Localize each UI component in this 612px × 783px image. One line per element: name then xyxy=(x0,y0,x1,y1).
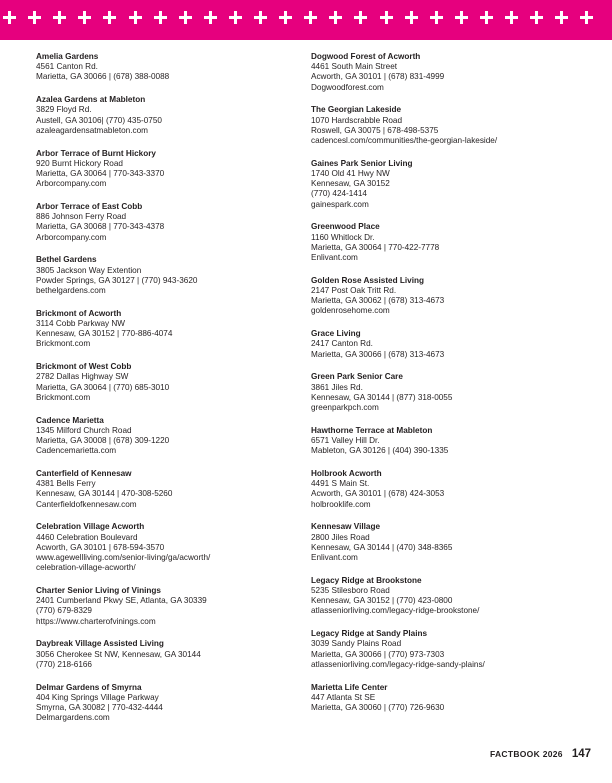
facility-detail-line: Arborcompany.com xyxy=(36,179,107,189)
plus-icon xyxy=(354,11,367,24)
facility-name: Daybreak Village Assisted Living xyxy=(36,639,164,649)
facility-name: Green Park Senior Care xyxy=(311,372,403,382)
listing-entry xyxy=(311,372,581,413)
listing-entry xyxy=(36,639,306,670)
facility-name: Holbrook Acworth xyxy=(311,469,382,479)
listing-entry xyxy=(311,105,581,146)
facility-detail-line: 1345 Milford Church Road xyxy=(36,425,132,435)
listing-entry xyxy=(36,52,306,83)
facility-name: Grace Living xyxy=(311,329,361,339)
facility-detail-line: Brickmont.com xyxy=(36,392,91,402)
facility-detail-line: azaleagardensatmableton.com xyxy=(36,125,148,135)
facility-detail-line: Marietta, GA 30066 | (678) 388-0088 xyxy=(36,72,170,82)
facility-name: Amelia Gardens xyxy=(36,52,99,61)
facility-name: Bethel Gardens xyxy=(36,255,97,265)
facility-detail-line: Marietta, GA 30062 | (678) 313-4673 xyxy=(311,296,445,306)
facility-detail-line: Arborcompany.com xyxy=(36,232,107,242)
facility-detail-line: Mableton, GA 30126 | (404) 390-1335 xyxy=(311,446,449,456)
facility-detail-line: (770) 218-6166 xyxy=(36,659,92,669)
listing-entry xyxy=(311,222,581,263)
facility-detail-line: 1740 Old 41 Hwy NW xyxy=(311,169,390,179)
facility-detail-line: Marietta, GA 30064 | 770-422-7778 xyxy=(311,242,440,252)
facility-detail-line: 3039 Sandy Plains Road xyxy=(311,639,402,649)
facility-detail-line: 4461 South Main Street xyxy=(311,62,398,72)
plus-icon xyxy=(229,11,242,24)
facility-detail-line: holbrooklife.com xyxy=(311,499,371,509)
plus-icon xyxy=(78,11,91,24)
facility-detail-line: Kennesaw, GA 30152 xyxy=(311,179,390,189)
facility-detail-line: 3056 Cherokee St NW, Kennesaw, GA 30144 xyxy=(36,649,201,659)
plus-icon xyxy=(580,11,593,24)
listing-entry xyxy=(311,276,581,317)
plus-icon xyxy=(254,11,267,24)
facility-name: Arbor Terrace of East Cobb xyxy=(36,202,143,212)
facility-name: Charter Senior Living of Vinings xyxy=(36,586,161,596)
plus-icon xyxy=(405,11,418,24)
listing-entry xyxy=(36,149,306,190)
facility-detail-line: Kennesaw, GA 30152 | 770-886-4074 xyxy=(36,329,173,339)
plus-icon xyxy=(129,11,142,24)
listing-entry xyxy=(36,309,306,350)
facility-name: Legacy Ridge at Sandy Plains xyxy=(311,629,428,639)
facility-detail-line: Marietta, GA 30008 | (678) 309-1220 xyxy=(36,436,170,446)
facility-detail-line: greenparkpch.com xyxy=(311,403,379,413)
facility-detail-line: atlasseniorliving.com/legacy-ridge-brookstone/ xyxy=(311,606,480,616)
facility-detail-line: Delmargardens.com xyxy=(36,713,110,723)
facility-detail-line: (770) 679-8329 xyxy=(36,606,92,616)
facility-name: Brickmont of Acworth xyxy=(36,308,122,318)
facility-detail-line: Enlivant.com xyxy=(311,253,358,263)
facility-detail-line: Dogwoodforest.com xyxy=(311,82,384,92)
facility-detail-line: Marietta, GA 30066 | (678) 313-4673 xyxy=(311,349,445,359)
plus-icon xyxy=(455,11,468,24)
facility-detail-line: 4491 S Main St. xyxy=(311,479,370,489)
plus-icon xyxy=(480,11,493,24)
facility-name: The Georgian Lakeside xyxy=(311,105,402,115)
facility-name: Greenwood Place xyxy=(311,222,380,232)
listing-entry xyxy=(311,52,581,93)
facility-detail-line: gainespark.com xyxy=(311,199,369,209)
listing-entry xyxy=(311,522,581,563)
listing-entry xyxy=(36,522,306,573)
facility-name: Dogwood Forest of Acworth xyxy=(311,52,421,61)
listing-column-left xyxy=(36,52,306,736)
facility-detail-line: Smyrna, GA 30082 | 770-432-4444 xyxy=(36,703,163,713)
facility-name: Delmar Gardens of Smyrna xyxy=(36,682,142,692)
facility-detail-line: 1160 Whitlock Dr. xyxy=(311,232,375,242)
listing-entry xyxy=(311,159,581,210)
listing-entry xyxy=(311,683,581,714)
facility-detail-line: 886 Johnson Ferry Road xyxy=(36,212,127,222)
listing-entry xyxy=(311,629,581,670)
facility-name: Celebration Village Acworth xyxy=(36,522,145,532)
facility-detail-line: cadencesl.com/communities/the-georgian-lakeside/ xyxy=(311,136,498,146)
facility-name: Arbor Terrace of Burnt Hickory xyxy=(36,148,156,158)
facility-detail-line: www.agewellliving.com/senior-living/ga/acworth/ xyxy=(36,553,211,563)
facility-detail-line: Marietta, GA 30066 | (770) 973-7303 xyxy=(311,649,445,659)
plus-icon xyxy=(380,11,393,24)
facility-name: Marietta Life Center xyxy=(311,682,388,692)
facility-detail-line: 3829 Floyd Rd. xyxy=(36,105,92,115)
facility-detail-line: Kennesaw, GA 30144 | 470-308-5260 xyxy=(36,489,173,499)
facility-detail-line: 2800 Jiles Road xyxy=(311,532,370,542)
facility-detail-line: Roswell, GA 30075 | 678-498-5375 xyxy=(311,125,439,135)
facility-name: Brickmont of West Cobb xyxy=(36,362,132,372)
header-band xyxy=(0,0,612,40)
facility-detail-line: 447 Atlanta St SE xyxy=(311,692,376,702)
facility-detail-line: (770) 424-1414 xyxy=(311,189,367,199)
listing-entry xyxy=(311,426,581,457)
facility-detail-line: 2147 Post Oak Tritt Rd. xyxy=(311,286,397,296)
facility-name: Hawthorne Terrace at Mableton xyxy=(311,425,433,435)
page-number: 147 xyxy=(571,748,591,760)
facility-name: Gaines Park Senior Living xyxy=(311,158,413,168)
plus-icon xyxy=(430,11,443,24)
facility-detail-line: atlasseniorliving.com/legacy-ridge-sandy-plains/ xyxy=(311,659,485,669)
facility-detail-line: 3805 Jackson Way Extention xyxy=(36,265,142,275)
facility-detail-line: Marietta, GA 30068 | 770-343-4378 xyxy=(36,222,165,232)
facility-name: Cadence Marietta xyxy=(36,415,104,425)
listing-entry xyxy=(36,202,306,243)
plus-icon xyxy=(179,11,192,24)
facility-detail-line: bethelgardens.com xyxy=(36,286,106,296)
facility-name: Azalea Gardens at Mableton xyxy=(36,95,146,105)
page-footer xyxy=(490,748,591,762)
facility-detail-line: Marietta, GA 30060 | (770) 726-9630 xyxy=(311,703,445,713)
listing-entry xyxy=(36,416,306,457)
facility-detail-line: 404 King Springs Village Parkway xyxy=(36,692,159,702)
facility-detail-line: 920 Burnt Hickory Road xyxy=(36,158,123,168)
listing-entry xyxy=(36,95,306,136)
facility-detail-line: 6571 Valley Hill Dr. xyxy=(311,436,380,446)
footer-label: FACTBOOK 2026 xyxy=(489,749,563,759)
listing-column-right xyxy=(311,52,581,726)
plus-icon xyxy=(154,11,167,24)
facility-detail-line: goldenrosehome.com xyxy=(311,306,390,316)
facility-detail-line: 2401 Cumberland Pkwy SE, Atlanta, GA 30339 xyxy=(36,596,207,606)
facility-detail-line: 4460 Celebration Boulevard xyxy=(36,532,138,542)
plus-icon xyxy=(3,11,16,24)
facility-detail-line: https://www.charterofvinings.com xyxy=(36,616,156,626)
listing-entry xyxy=(36,362,306,403)
facility-detail-line: Acworth, GA 30101 | (678) 424-3053 xyxy=(311,489,445,499)
facility-detail-line: 3861 Jiles Rd. xyxy=(311,382,363,392)
listing-entry xyxy=(311,576,581,617)
facility-detail-line: Canterfieldofkennesaw.com xyxy=(36,499,137,509)
facility-detail-line: Acworth, GA 30101 | (678) 831-4999 xyxy=(311,72,445,82)
plus-icon xyxy=(103,11,116,24)
facility-detail-line: celebration-village-acworth/ xyxy=(36,563,136,573)
facility-detail-line: Kennesaw, GA 30144 | (470) 348-8365 xyxy=(311,542,453,552)
plus-icon xyxy=(53,11,66,24)
listing-entry xyxy=(36,683,306,724)
plus-icon xyxy=(28,11,41,24)
listing-entry xyxy=(311,329,581,360)
listing-entry xyxy=(311,469,581,510)
facility-detail-line: 4381 Bells Ferry xyxy=(36,479,96,489)
listing-entry xyxy=(36,255,306,296)
facility-detail-line: 2417 Canton Rd. xyxy=(311,339,373,349)
facility-detail-line: Brickmont.com xyxy=(36,339,91,349)
plus-icon xyxy=(505,11,518,24)
plus-icon xyxy=(329,11,342,24)
plus-icon xyxy=(555,11,568,24)
facility-detail-line: Cadencemarietta.com xyxy=(36,446,117,456)
facility-name: Kennesaw Village xyxy=(311,522,381,532)
plus-icon xyxy=(204,11,217,24)
facility-detail-line: Powder Springs, GA 30127 | (770) 943-3620 xyxy=(36,275,198,285)
facility-detail-line: Enlivant.com xyxy=(311,553,358,563)
facility-detail-line: Austell, GA 30106| (770) 435-0750 xyxy=(36,115,162,125)
facility-detail-line: 3114 Cobb Parkway NW xyxy=(36,319,126,329)
facility-detail-line: 4561 Canton Rd. xyxy=(36,62,98,72)
facility-detail-line: Kennesaw, GA 30152 | (770) 423-0800 xyxy=(311,596,453,606)
facility-detail-line: 5235 Stilesboro Road xyxy=(311,586,390,596)
plus-pattern xyxy=(0,0,612,40)
facility-detail-line: Acworth, GA 30101 | 678-594-3570 xyxy=(36,542,165,552)
plus-icon xyxy=(304,11,317,24)
facility-detail-line: 2782 Dallas Highway SW xyxy=(36,372,129,382)
listing-entry xyxy=(36,469,306,510)
facility-detail-line: Marietta, GA 30064 | (770) 685-3010 xyxy=(36,382,170,392)
facility-name: Canterfield of Kennesaw xyxy=(36,469,132,479)
facility-detail-line: Marietta, GA 30064 | 770-343-3370 xyxy=(36,169,165,179)
facility-name: Legacy Ridge at Brookstone xyxy=(311,575,422,585)
plus-icon xyxy=(279,11,292,24)
facility-name: Golden Rose Assisted Living xyxy=(311,275,424,285)
listing-entry xyxy=(36,586,306,627)
facility-detail-line: Kennesaw, GA 30144 | (877) 318-0055 xyxy=(311,392,453,402)
plus-icon xyxy=(530,11,543,24)
facility-detail-line: 1070 Hardscrabble Road xyxy=(311,115,403,125)
